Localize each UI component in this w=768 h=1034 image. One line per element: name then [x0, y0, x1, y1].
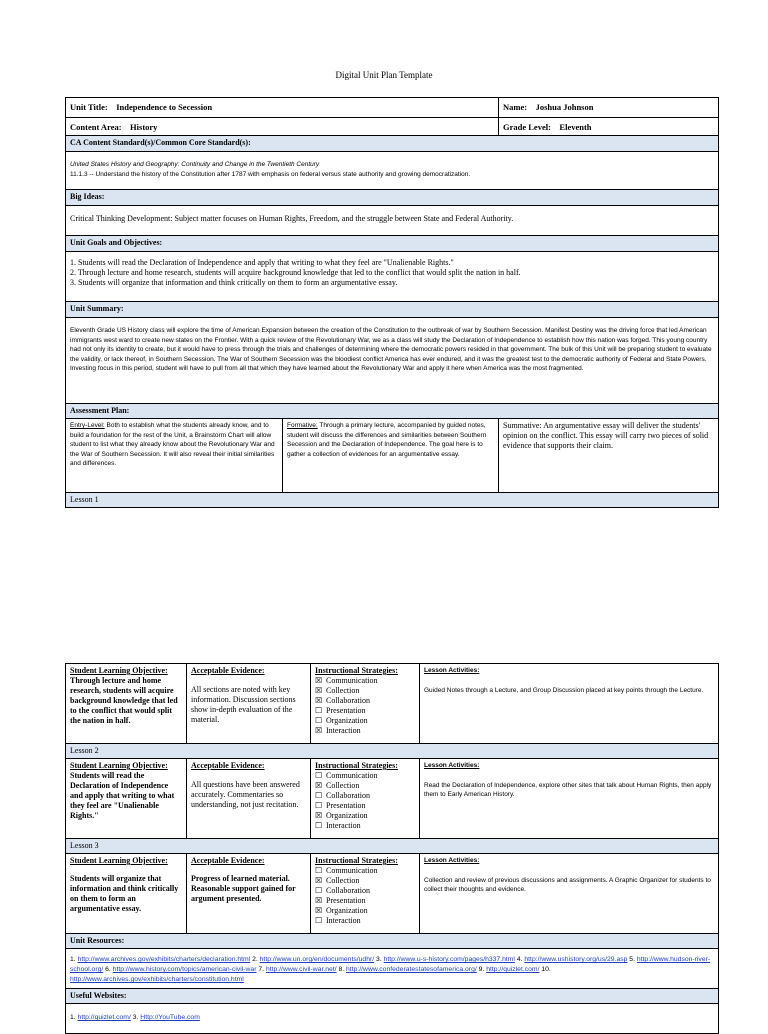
checkbox-icon: ☐ [315, 866, 323, 875]
lesson-3-objective: Students will organize that information and think critically on them to form an argumentative essay. [70, 874, 179, 913]
unit-title-cell [66, 98, 499, 118]
goals-header: Unit Goals and Objectives: [66, 236, 719, 252]
lesson-3-strategies-cell [311, 854, 420, 934]
strategy-item [315, 896, 415, 906]
strategy-label: Collection [326, 876, 360, 885]
evidence-label: Acceptable Evidence: [191, 761, 265, 770]
goal-item: 1. Students will read the Declaration of Independence and apply that writing to what they feel are "Unalienable Rights." [70, 258, 454, 267]
strategy-label: Presentation [326, 801, 366, 810]
big-ideas-header: Big Ideas: [66, 190, 719, 206]
checkbox-icon: ☐ [315, 716, 323, 725]
lesson-2-evidence-cell [187, 759, 311, 839]
evidence-label: Acceptable Evidence: [191, 856, 265, 865]
goal-item: 2. Through lecture and home research, students will acquire background knowledge that led to the conflict that would split the nation in half. [70, 268, 521, 277]
lesson-1-evidence-cell [187, 664, 311, 744]
resource-num: 5. [629, 956, 635, 963]
strategy-item [315, 706, 415, 716]
strategies-label: Instructional Strategies: [315, 761, 398, 770]
resource-link[interactable]: http://quizlet.com/ [486, 966, 540, 973]
big-ideas-text: Critical Thinking Development: Subject matter focuses on Human Rights, Freedom, and the struggle between State and Federal Authority. [70, 214, 514, 223]
resource-num: 3. [376, 956, 382, 963]
checkbox-icon: ☐ [315, 801, 323, 810]
name-cell [499, 98, 719, 118]
resource-num: 7. [258, 966, 265, 973]
strategy-label: Collaboration [326, 886, 370, 895]
website-num: 3. [132, 1014, 139, 1021]
evidence-label: Acceptable Evidence: [191, 666, 265, 675]
strategies-label: Instructional Strategies: [315, 856, 398, 865]
strategy-item [315, 791, 415, 801]
lesson-1-header: Lesson 1 [66, 493, 719, 508]
checkbox-icon: ☐ [315, 771, 323, 780]
objective-label: Student Learning Objective: [70, 856, 168, 865]
lesson-3-objective-cell [66, 854, 187, 934]
activities-label: Lesson Activities: [424, 667, 480, 674]
strategy-label: Communication [326, 676, 378, 685]
checkbox-icon: ☒ [315, 876, 323, 885]
strategy-item [315, 821, 415, 831]
checkbox-icon: ☒ [315, 906, 323, 915]
resource-link[interactable]: http://www.archives.gov/exhibits/charters/declaration.html [77, 956, 251, 963]
strategy-label: Collaboration [326, 791, 370, 800]
strategy-item [315, 876, 415, 886]
grade-level-value: Eleventh [559, 122, 592, 132]
checkbox-icon: ☒ [315, 696, 323, 705]
checkbox-icon: ☐ [315, 821, 323, 830]
strategy-label: Organization [326, 811, 368, 820]
resource-num: 2. [252, 956, 258, 963]
goals-content [66, 252, 719, 302]
strategy-label: Interaction [326, 916, 361, 925]
strategy-label: Collection [326, 686, 360, 695]
strategy-label: Organization [326, 906, 368, 915]
resource-link[interactable]: http://www.u-s-history.com/pages/h337.html [383, 956, 515, 963]
lesson-2-activities-cell [420, 759, 719, 839]
websites-header: Useful Websites: [66, 989, 719, 1004]
resource-link[interactable]: http://www.hudson-river-school.org/ [70, 956, 711, 973]
unit-title-value: Independence to Secession [116, 102, 213, 112]
strategy-item [315, 801, 415, 811]
lesson-3-activities-cell [420, 854, 719, 934]
strategy-label: Organization [326, 716, 368, 725]
summative-label: Summative: [503, 421, 542, 430]
activities-label: Lesson Activities: [424, 857, 480, 864]
resource-link[interactable]: http://www.confederatestatesofamerica.org/ [346, 966, 477, 973]
checkbox-icon: ☒ [315, 781, 323, 790]
name-value: Joshua Johnson [535, 102, 594, 112]
websites-content [66, 1004, 719, 1034]
entry-level-label: Entry-Level: [70, 422, 105, 429]
resource-link[interactable]: http://www.history.com/topics/american-civil-war [112, 966, 257, 973]
checkbox-icon: ☒ [315, 726, 323, 735]
content-area-label: Content Area: [70, 122, 122, 132]
document-title: Digital Unit Plan Template [335, 70, 433, 80]
strategy-item [315, 866, 415, 876]
standards-line-2: 11.1.3 -- Understand the history of the Constitution after 1787 with emphasis on federal versus state authority and growing democratization. [70, 170, 471, 178]
entry-level-cell [66, 419, 283, 493]
checkbox-icon: ☒ [315, 896, 323, 905]
strategy-item [315, 726, 415, 736]
lesson-2-strategies-cell [311, 759, 420, 839]
objective-label: Student Learning Objective: [70, 666, 168, 675]
summary-header: Unit Summary: [66, 302, 719, 318]
assessment-header: Assessment Plan: [66, 404, 719, 419]
lessons-table [65, 663, 719, 1034]
strategy-label: Presentation [326, 706, 366, 715]
lesson-2-evidence: All questions have been answered accurately. Commentaries so understanding, not just recitation. [191, 780, 300, 809]
unit-plan-table [65, 97, 719, 508]
unit-title-label: Unit Title: [70, 102, 108, 112]
standards-header: CA Content Standard(s)/Common Core Standard(s): [66, 136, 719, 152]
lesson-1-strategies-cell [311, 664, 420, 744]
lesson-3-evidence: Progress of learned material. Reasonable support gained for argument presented. [191, 874, 296, 903]
strategy-item [315, 696, 415, 706]
lesson-2-header: Lesson 2 [66, 744, 719, 759]
grade-level-cell [499, 118, 719, 136]
strategy-label: Communication [326, 771, 378, 780]
checkbox-icon: ☐ [315, 916, 323, 925]
resource-num: 10. [541, 966, 551, 973]
lesson-1-activities: Guided Notes through a Lecture, and Group Discussion placed at key points through the Lecture. [424, 686, 704, 694]
lesson-1-objective-cell [66, 664, 187, 744]
strategy-item [315, 676, 415, 686]
checkbox-icon: ☒ [315, 811, 323, 820]
lesson-2-objective: Students will read the Declaration of Independence and apply that writing to what they feel are "Unalienable Rights." [70, 771, 175, 820]
formative-cell [283, 419, 499, 493]
objective-label: Student Learning Objective: [70, 761, 168, 770]
strategy-label: Presentation [326, 896, 366, 905]
resource-link[interactable]: http://www.archives.gov/exhibits/charters/constitution.html [70, 976, 244, 983]
resource-num: 1. [70, 956, 76, 963]
strategy-label: Communication [326, 866, 378, 875]
lesson-2-objective-cell [66, 759, 187, 839]
resource-num: 8. [338, 966, 345, 973]
strategy-item [315, 811, 415, 821]
website-link[interactable]: Http://YouTube.com [140, 1014, 200, 1021]
resources-header: Unit Resources: [66, 934, 719, 949]
big-ideas-content [66, 206, 719, 236]
checkbox-icon: ☐ [315, 791, 323, 800]
checkbox-icon: ☐ [315, 886, 323, 895]
lesson-1-objective: Through lecture and home research, students will acquire background knowledge that led to the conflict that would split the nation in half. [70, 676, 178, 725]
grade-level-label: Grade Level: [503, 122, 551, 132]
resource-num: 4. [516, 956, 523, 963]
summary-content [66, 318, 719, 404]
website-num: 1. [70, 1014, 76, 1021]
strategy-item [315, 906, 415, 916]
strategy-label: Interaction [326, 726, 361, 735]
strategy-item [315, 771, 415, 781]
activities-label: Lesson Activities: [424, 762, 480, 769]
summative-text: An argumentative essay will deliver the students' opinion on the conflict. This essay will carry two pieces of solid evidence that supports their claim. [503, 421, 709, 450]
checkbox-icon: ☒ [315, 676, 323, 685]
resource-link[interactable]: http://www.ushistory.org/us/29.asp [524, 956, 628, 963]
resource-num: 6. [105, 966, 111, 973]
lesson-3-activities: Collection and review of previous discussions and assignments. A Graphic Organizer for students to collect their thoughts and evidence. [424, 876, 711, 893]
strategy-item [315, 916, 415, 926]
resource-num: 9. [478, 966, 485, 973]
strategy-item [315, 886, 415, 896]
strategies-label: Instructional Strategies: [315, 666, 398, 675]
strategy-label: Interaction [326, 821, 361, 830]
strategy-item [315, 686, 415, 696]
checkbox-icon: ☐ [315, 706, 323, 715]
strategy-item [315, 781, 415, 791]
goal-item: 3. Students will organize that information and think critically on them to form an argumentative essay. [70, 278, 398, 287]
formative-label: Formative: [287, 422, 318, 429]
checkbox-icon: ☒ [315, 686, 323, 695]
resources-content [66, 949, 719, 989]
summary-text: Eleventh Grade US History class will explore the time of American Expansion between the creation of the Constitution to the outbreak of war by Southern Secession. Manifest Destiny was the driving force that led American immigrants west ward to create new states on the Frontier. With a quick review of the Revolutionary War, we as a class will study the Declaration of Independence to establish how this nation was forged. This young country had not only its identity to create, but it would have to press through the trials and challenges of determining where the democratic powers resided in that government. The bulk of this Unit will be preparing student to evaluate the validity, or lack thereof, in Southern Secession. The War of Southern Secession was the bloodiest conflict America has ever endured, and it was the greatest test to the democratic authority of Federal and State Powers. Investing focus in this period, student will have to pull from all that which they have learned about the Revolutionary War and apply it here when America was the most fragmented. [70, 327, 712, 372]
content-area-cell [66, 118, 499, 136]
standards-content [66, 152, 719, 190]
website-link[interactable]: http://quizlet.com/ [77, 1014, 131, 1021]
lesson-1-evidence: All sections are noted with key information. Discussion sections show in-depth evaluation of the material. [191, 685, 296, 724]
lesson-2-activities: Read the Declaration of Independence, explore other sites that talk about Human Rights, then apply them to Early American History. [424, 781, 712, 798]
lesson-3-evidence-cell [187, 854, 311, 934]
lesson-3-header: Lesson 3 [66, 839, 719, 854]
formative-text: Through a primary lecture, accompanied by guided notes, student will discuss the differences and similarities between Southern Secession and the Declaration of Independence. The goal here is to gather a collection of evidences for an argumentative essay. [287, 422, 487, 458]
strategy-label: Collection [326, 781, 360, 790]
standards-line-1: United States History and Geography: Continuity and Change in the Twentieth Century [70, 161, 320, 168]
strategy-label: Collaboration [326, 696, 370, 705]
lesson-1-activities-cell [420, 664, 719, 744]
summative-cell [499, 419, 719, 493]
resource-link[interactable]: http://www.un.org/en/documents/udhr/ [259, 956, 375, 963]
content-area-value: History [130, 122, 158, 132]
strategy-item [315, 716, 415, 726]
resource-link[interactable]: http://www.civil-war.net/ [265, 966, 337, 973]
name-label: Name: [503, 102, 528, 112]
entry-level-text: Both to establish what the students already know, and to build a foundation for the rest of the Unit, a Brainstorm Chart will allow student to list what they already know about the Revolutionary War and the War of Southern Secession. It will also reveal their initial similarities and differences. [70, 422, 275, 467]
